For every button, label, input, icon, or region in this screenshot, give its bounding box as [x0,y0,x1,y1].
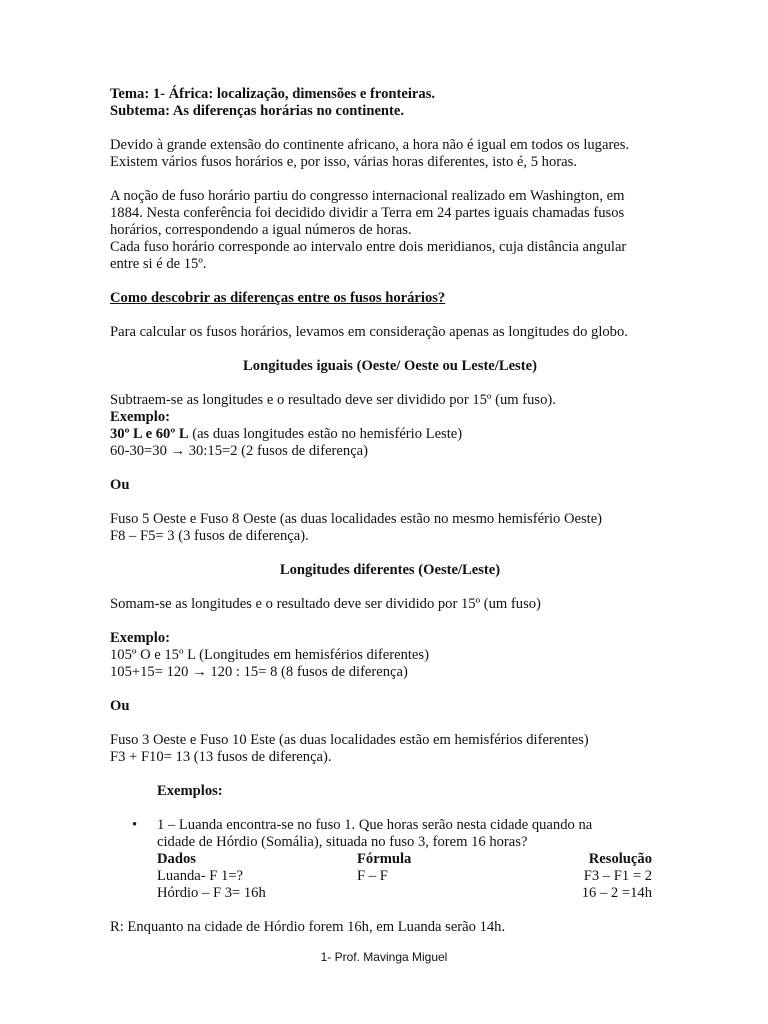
page-footer: 1- Prof. Mavinga Miguel [320,950,448,964]
table-cell: Hórdio – F 3= 16h [157,885,266,901]
same-example-calc: 60-30=30 → 30:15=2 (2 fusos de diferença) [110,443,369,459]
subtema-heading: Subtema: As diferenças horárias no continente. [110,103,405,119]
intro-line-2: Existem vários fusos horários e, por isso, várias horas diferentes, isto é, 5 horas. [110,154,577,170]
history-line-5: entre si é de 15º. [110,256,207,272]
different-example-line-1: 105º O e 15º L (Longitudes em hemisférios diferentes) [110,647,429,663]
different-example-line-2: 105+15= 120 → 120 : 15= 8 (8 fusos de diferença) [110,664,408,680]
examples-heading: Exemplos: [157,783,223,799]
problem-line-2: cidade de Hórdio (Somália), situada no fuso 3, forem 16 horas? [157,834,528,850]
intro-line-1: Devido à grande extensão do continente africano, a hora não é igual em todos os lugares. [110,137,630,153]
document-body [110,86,670,936]
same-longitudes-heading: Longitudes iguais (Oeste/ Oeste ou Leste/Leste) [243,358,537,374]
same-example-line [110,426,670,443]
history-line-2: 1884. Nesta conferência foi decidido dividir a Terra em 24 partes iguais chamadas fusos [110,205,625,221]
example-problem [110,817,670,851]
same-rule: Subtraem-se as longitudes e o resultado deve ser dividido por 15º (um fuso). [110,392,556,408]
same-example-coords: 30º L e 60º L [110,426,189,442]
answer-line: R: Enquanto na cidade de Hórdio forem 16h, em Luanda serão 14h. [110,919,506,935]
different-alt-line-2: F3 + F10= 13 (13 fusos de diferença). [110,749,332,765]
history-line-1: A noção de fuso horário partiu do congresso internacional realizado em Washington, em [110,188,625,204]
different-rule: Somam-se as longitudes e o resultado deve ser dividido por 15º (um fuso) [110,596,541,612]
table-cell: Luanda- F 1=? [157,868,244,884]
same-example-label: Exemplo: [110,409,170,425]
same-alt-line-1: Fuso 5 Oeste e Fuso 8 Oeste (as duas localidades estão no mesmo hemisfério Oeste) [110,511,603,527]
tema-heading: Tema: 1- África: localização, dimensões e fronteiras. [110,86,436,102]
history-line-4: Cada fuso horário corresponde ao intervalo entre dois meridianos, cuja distância angular [110,239,627,255]
different-or-label: Ou [110,698,130,714]
history-line-3: horários, correspondendo a igual números de horas. [110,222,412,238]
different-example-label: Exemplo: [110,630,170,646]
table-header-resolucao: Resolução [588,851,652,867]
table-cell: F3 – F1 = 2 [583,868,652,884]
same-alt-line-2: F8 – F5= 3 (3 fusos de diferença). [110,528,309,544]
same-example-note: (as duas longitudes estão no hemisfério Leste) [188,426,463,442]
calc-intro: Para calcular os fusos horários, levamos em consideração apenas as longitudes do globo. [110,324,628,340]
problem-line-1: 1 – Luanda encontra-se no fuso 1. Que horas serão nesta cidade quando na [157,817,593,833]
same-or-label: Ou [110,477,130,493]
bullet-icon: • [132,817,138,833]
table-cell: 16 – 2 =14h [581,885,652,901]
table-cell: F – F [357,868,388,884]
table-header-dados: Dados [157,851,196,867]
table-cell [357,885,532,902]
different-longitudes-heading: Longitudes diferentes (Oeste/Leste) [279,562,501,578]
table-header-formula: Fórmula [357,851,412,867]
different-alt-line-1: Fuso 3 Oeste e Fuso 10 Este (as duas localidades estão em hemisférios diferentes) [110,732,589,748]
question-heading: Como descobrir as diferenças entre os fusos horários? [110,290,446,306]
example-table [110,851,670,902]
